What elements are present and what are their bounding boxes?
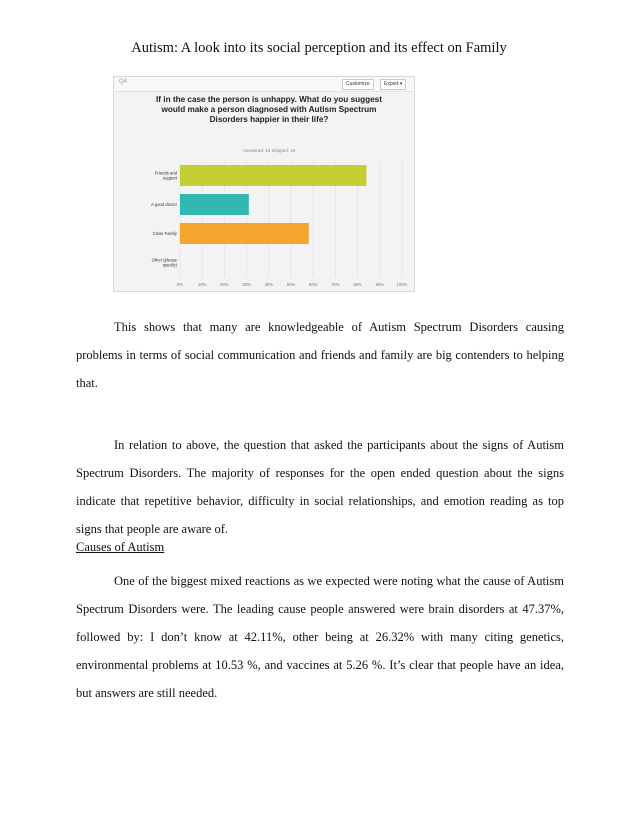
- paragraph-2: In relation to above, the question that asked the participants about the signs of Autism Spectrum Disorders. The majority of responses for the open ended question about the signs indicate that repetitive behavior, difficulty in social relationships, and emotion reading as top signs that people are aware of.: [76, 438, 564, 536]
- paragraph-3: One of the biggest mixed reactions as we expected were noting what the cause of Autism Spectrum Disorders were. The leading cause people answered were brain disorders at 47.37%, followed by: I don’t know at 42.11%, other being at 26.32% with many citing genetics, environmental problems at 10.53 %, and vaccines at 5.26 %. It’s clear that people have an idea, but answers are still needed.: [76, 574, 564, 700]
- category-label: Close Family: [152, 231, 177, 236]
- x-tick-label: 30%: [242, 282, 251, 287]
- category-label: Friends and support: [154, 170, 177, 181]
- category-label: Other (please specify): [151, 257, 177, 268]
- answer-stats: Answered: 19 Skipped: 19: [242, 148, 296, 153]
- x-tick-label: 50%: [286, 282, 296, 287]
- x-tick-label: 40%: [264, 282, 273, 287]
- export-button[interactable]: Export ▾: [380, 79, 406, 90]
- bar-friends-and-support: [180, 165, 366, 186]
- x-tick-label: 100%: [396, 282, 408, 287]
- x-tick-label: 0%: [176, 282, 184, 287]
- x-tick-label: 10%: [198, 282, 207, 287]
- x-tick-label: 60%: [309, 282, 318, 287]
- x-tick-label: 90%: [375, 282, 384, 287]
- x-tick-label: 70%: [331, 282, 340, 287]
- section-heading: Causes of Autism: [76, 540, 165, 554]
- bar-close-family: [180, 223, 309, 244]
- customize-button[interactable]: Customize: [342, 79, 374, 90]
- x-tick-label: 80%: [353, 282, 362, 287]
- survey-chart-figure: [113, 76, 415, 292]
- x-tick-label: 20%: [220, 282, 229, 287]
- category-label: A good doctor: [151, 202, 177, 207]
- page-title: Autism: A look into its social perception and its effect on Family: [131, 40, 507, 56]
- paragraph-1: This shows that many are knowledgeable of Autism Spectrum Disorders causing problems in terms of social communication and friends and family are big contenders to helping that.: [76, 320, 564, 390]
- chart-question-title: If in the case the person is unhappy. What do you suggest would make a person diagnosed with Autism Spectrum Disorders happier in their life?: [156, 95, 382, 124]
- question-id: Q4: [119, 79, 128, 85]
- bar-chart: [114, 77, 414, 291]
- bar-a-good-doctor: [180, 194, 249, 215]
